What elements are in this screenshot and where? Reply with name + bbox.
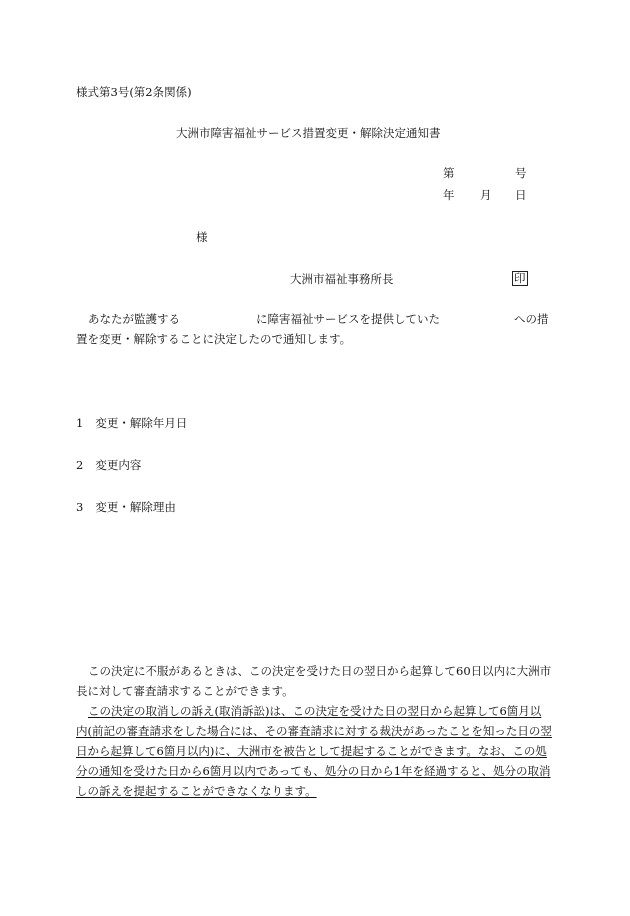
item-1-number: 1 bbox=[76, 416, 84, 430]
seal-text: 印 bbox=[514, 271, 526, 285]
form-number: 様式第3号(第2条関係) bbox=[76, 85, 192, 99]
addressee-suffix: 様 bbox=[196, 230, 208, 244]
item-1 bbox=[76, 416, 187, 430]
body-part-1: あなたが監護する bbox=[88, 312, 180, 326]
lawsuit-notice-text: この決定の取消しの訴え(取消訴訟)は、この決定を受けた日の翌日から起算して6箇月以内(前記の審査請求をした場合には、その審査請求に対する裁決があったことを知った日の翌日から起算して6箇月以内)に、大洲市を被告として提起することができます。なお、この処分の通知を受けた日から6箇月以内であっても、処分の日から1年を経過すると、処分の取消しの訴えを提起することができなくなります。 bbox=[76, 704, 552, 798]
date-month: 月 bbox=[480, 188, 492, 202]
item-3 bbox=[76, 500, 176, 514]
lawsuit-notice bbox=[76, 701, 552, 801]
appeal-notice bbox=[76, 661, 552, 701]
date-year: 年 bbox=[443, 188, 455, 202]
item-2-label: 変更内容 bbox=[95, 458, 142, 472]
number-label-dai: 第 bbox=[443, 166, 455, 180]
body-part-2: に障害福祉サービスを提供していた bbox=[256, 312, 440, 326]
item-1-label: 変更・解除年月日 bbox=[95, 416, 188, 430]
date-day: 日 bbox=[515, 188, 527, 202]
appeal-notice-text: この決定に不服があるときは、この決定を受けた日の翌日から起算して60日以内に大洲市長に対して審査請求することができます。 bbox=[76, 664, 552, 698]
issuer-name: 大洲市福祉事務所長 bbox=[290, 272, 394, 286]
number-label-go: 号 bbox=[515, 166, 527, 180]
notification-body bbox=[76, 309, 552, 349]
document-title: 大洲市障害福祉サービス措置変更・解除決定通知書 bbox=[176, 126, 441, 140]
item-2 bbox=[76, 458, 141, 472]
item-2-number: 2 bbox=[76, 458, 84, 472]
item-3-label: 変更・解除理由 bbox=[95, 500, 176, 514]
body-part-3: への措置を変更・解除することに決定したので通知します。 bbox=[76, 312, 549, 346]
item-3-number: 3 bbox=[76, 500, 84, 514]
seal-mark bbox=[512, 271, 528, 286]
